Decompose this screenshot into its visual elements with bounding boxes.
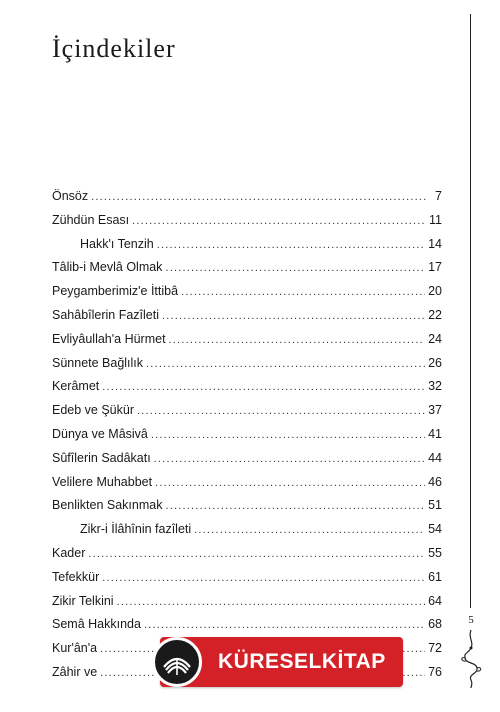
toc-entry-page: 14 [428,236,442,251]
toc-entry-page: 22 [428,307,442,322]
toc-entry [52,542,442,566]
floral-ornament-icon [458,628,484,690]
toc-entry-label: Edeb ve Şükür [52,403,134,418]
toc-leader-dots [169,329,426,353]
toc-entry-page: 44 [428,450,442,465]
toc-leader-dots [194,519,425,543]
toc-entry-label: Velilere Muhabbet [52,474,153,489]
toc-entry [52,423,442,447]
toc-leader-dots [117,591,426,615]
watermark-brand-text: KÜRESELKİTAP [218,650,386,673]
page-title: İçindekiler [52,34,176,63]
toc-entry-page: 46 [428,474,442,489]
toc-entry [52,566,442,590]
page-number: 5 [468,614,474,626]
toc-entry-page: 7 [435,189,442,203]
toc-entry [52,471,442,495]
toc-leader-dots [137,400,425,424]
toc-entry [52,328,442,352]
toc-entry-label: Kur'ân'a [52,641,98,656]
vertical-rule [470,14,471,608]
toc-entry [52,209,442,233]
toc-leader-dots [181,281,425,305]
toc-entry-page: 26 [428,355,442,370]
toc-leader-dots [91,186,427,210]
watermark-banner [160,637,403,687]
toc-leader-dots [155,472,425,496]
toc-entry-label: Tefekkür [52,569,100,584]
toc-entry [52,256,442,280]
toc-entry-page: 54 [428,522,442,537]
toc-entry-page: 24 [428,331,442,346]
toc-entry-label: Tâlib-i Mevlâ Olmak [52,260,163,275]
toc-entry [52,399,442,423]
toc-entry-page: 17 [428,260,442,275]
toc-entry-page: 11 [429,212,442,227]
toc-entry-page: 37 [428,403,442,418]
toc-entry-page: 61 [428,569,442,584]
toc-entry-page: 72 [428,641,442,656]
toc-entry-label: Zühdün Esası [52,212,130,227]
toc-entry-label: Önsöz [52,189,89,203]
toc-leader-dots [154,448,425,472]
toc-entry-page: 20 [428,284,442,299]
toc-entry-label: Evliyâullah'a Hürmet [52,331,166,346]
toc-entry [52,375,442,399]
toc-entry-label: Sûfîlerin Sadâkatı [52,450,151,465]
toc-entry [52,233,442,257]
toc-entry-label: Kerâmet [52,379,100,394]
toc-leader-dots [88,543,425,567]
toc-entry-label: Peygamberimiz'e İttibâ [52,284,179,299]
table-of-contents [52,185,442,685]
toc-entry-label: Sahâbîlerin Fazîleti [52,307,160,322]
toc-leader-dots [165,495,425,519]
toc-entry [52,494,442,518]
toc-entry-label: Benlikten Sakınmak [52,498,163,513]
toc-entry-label: Zikir Telkini [52,593,114,608]
toc-entry-label: Semâ Hakkında [52,617,141,632]
toc-entry-label: Dünya ve Mâsivâ [52,426,148,441]
toc-leader-dots [165,257,425,281]
toc-entry-label: Hakk'ı Tenzih [80,236,154,251]
toc-entry-page: 51 [428,498,442,513]
toc-entry-label: Sünnete Bağlılık [52,355,144,370]
toc-entry-page: 64 [428,593,442,608]
toc-leader-dots [132,210,426,234]
toc-leader-dots [102,567,425,591]
toc-entry [52,447,442,471]
toc-entry-page: 55 [428,545,442,560]
toc-entry [52,613,442,637]
toc-entry-page: 32 [428,379,442,394]
toc-entry [52,280,442,304]
toc-leader-dots [162,305,425,329]
toc-entry [52,352,442,376]
toc-entry-page: 68 [428,617,442,632]
toc-leader-dots [146,353,425,377]
toc-entry-label: Zikr-i İlâhînin fazîleti [80,522,192,537]
toc-entry [52,590,442,614]
toc-leader-dots [151,424,425,448]
toc-leader-dots [157,234,425,258]
toc-entry [52,518,442,542]
toc-entry-label: Kader [52,545,86,560]
kuresel-kitap-logo-icon [152,637,202,687]
toc-entry-label: Zâhir ve [52,664,98,679]
toc-entry [52,304,442,328]
toc-entry-page: 76 [428,664,442,679]
toc-entry-page: 41 [428,426,442,441]
toc-entry [52,185,442,209]
toc-leader-dots [102,376,425,400]
toc-leader-dots [144,614,425,638]
